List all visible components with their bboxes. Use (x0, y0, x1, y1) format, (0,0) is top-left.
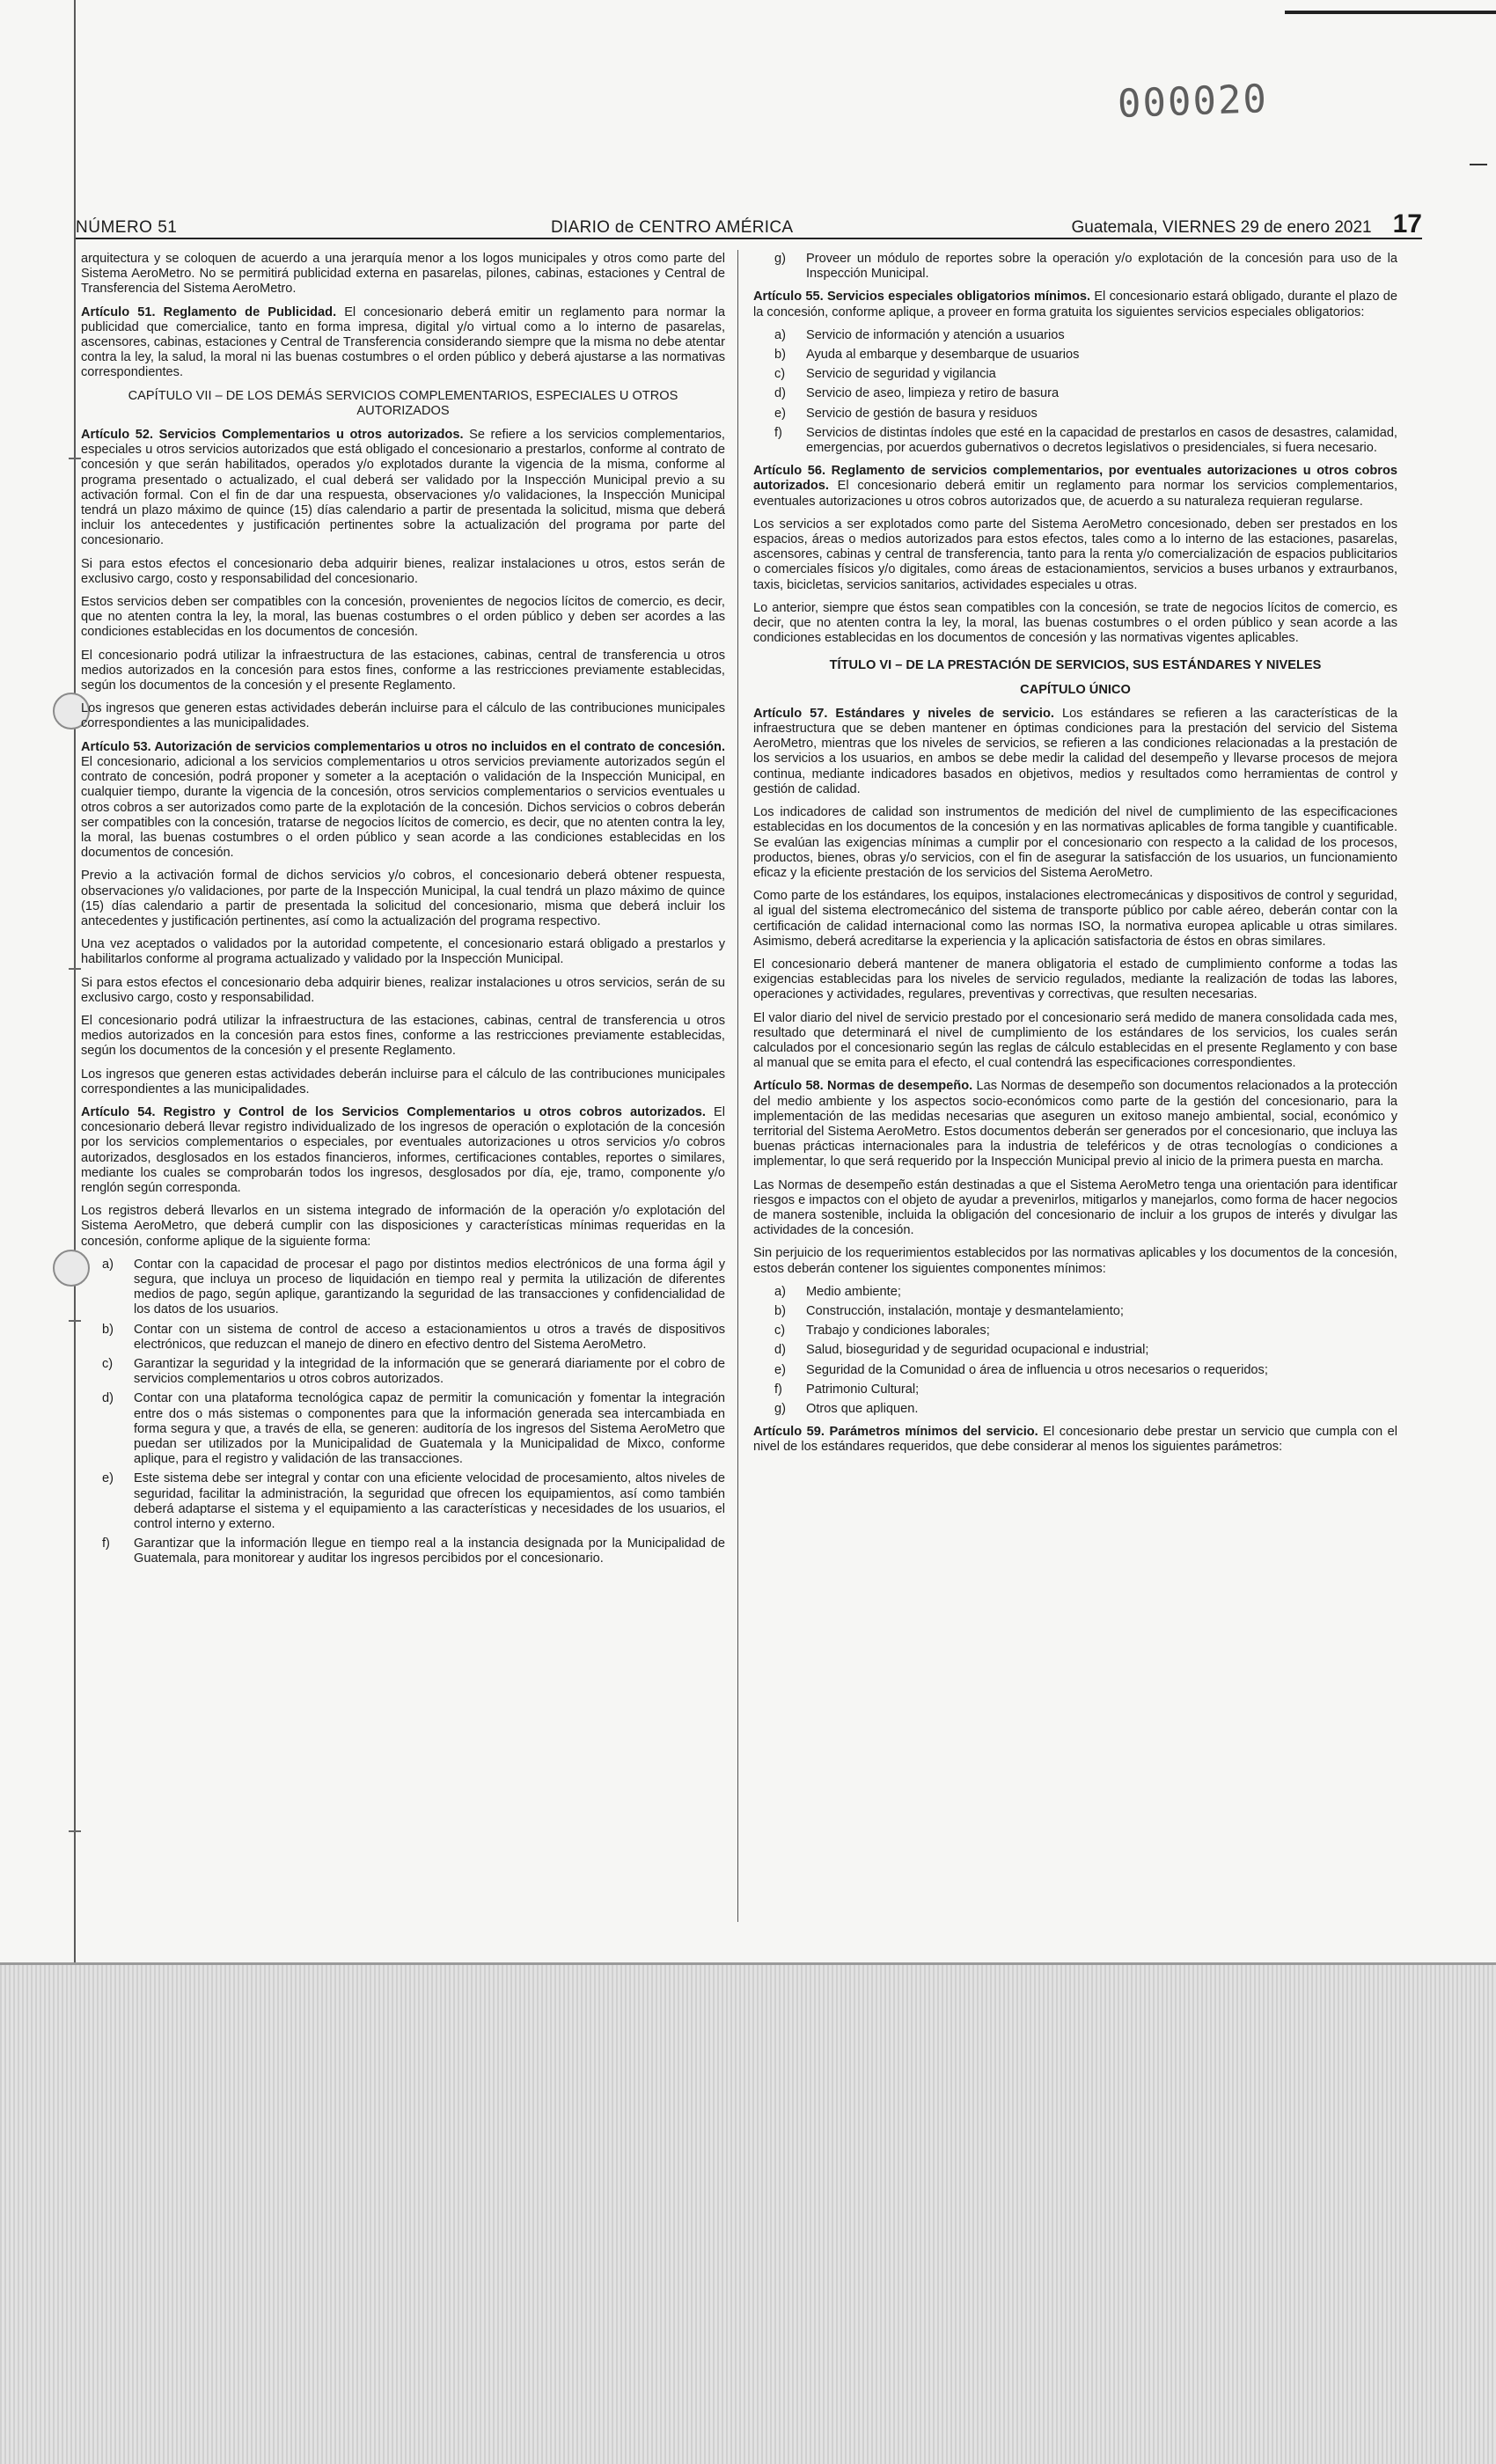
article-text: El concesionario deberá llevar registro individualizado de los ingresos de operación o explotación de la concesión por los servicios complementarios o especiales, por eventuales autorizaciones u otros servicios y/o cobros autorizados, desglosados en los estados financieros, informes, certificaciones contables, reportes o similares, mediante los cuales se comprobarán todos los ingresos, desglosados por día, eje, tramo, componente y/o renglón según corresponda. (81, 1104, 725, 1195)
paragraph: Si para estos efectos el concesionario deba adquirir bienes, realizar instalaciones u otros, estos serán de exclusivo cargo, costo y responsabilidad del concesionario. (81, 556, 725, 586)
article-title: Artículo 52. Servicios Complementarios u otros autorizados. (81, 428, 464, 443)
item-letter: c) (774, 367, 786, 382)
item-letter: g) (774, 252, 786, 266)
item-text: Servicio de seguridad y vigilancia (806, 367, 996, 382)
list-item (753, 1304, 1397, 1319)
item-letter: a) (774, 327, 786, 342)
item-letter: d) (774, 386, 786, 401)
item-letter: e) (774, 406, 786, 421)
item-letter: b) (774, 348, 786, 363)
item-text: Servicio de gestión de basura y residuos (806, 406, 1038, 421)
edge-dash (1470, 164, 1487, 165)
item-letter: a) (774, 1284, 786, 1299)
list-item (753, 328, 1397, 343)
binding-margin-line (74, 0, 76, 1962)
item-text: Proveer un módulo de reportes sobre la operación y/o explotación de la concesión para uso de la Inspección Municipal. (806, 252, 1397, 282)
item-text: Salud, bioseguridad y de seguridad ocupacional e industrial; (806, 1343, 1149, 1358)
paragraph: Si para estos efectos el concesionario deba adquirir bienes, realizar instalaciones u otros servicios, serán de su exclusivo cargo, costo y responsabilidad. (81, 975, 725, 1005)
article-text: Los estándares se refieren a las características de la infraestructura que se deben mantener en óptimas condiciones para la prestación del servicio del Sistema AeroMetro, mientras que los niveles de servicios, se refieren a las condiciones relacionadas a la prestación de los servicios a los usuarios, en ambos se debe medir la calidad del desempeño y llevarse procesos de mejora continua, mediante indicadores basados en objetivos, medios y resultados como herramientas de control y gestión de calidad. (753, 706, 1397, 796)
item-text: Garantizar que la información llegue en tiempo real a la instancia designada por la Municipalidad de Guatemala, para monitorear y auditar los ingresos percibidos por el concesionario. (134, 1536, 725, 1566)
article-title: Artículo 58. Normas de desempeño. (753, 1079, 973, 1094)
item-letter: e) (102, 1471, 114, 1486)
item-letter: c) (102, 1357, 114, 1371)
article-title: Artículo 57. Estándares y niveles de servicio. (753, 706, 1054, 721)
article-title: Artículo 55. Servicios especiales obligatorios mínimos. (753, 290, 1091, 304)
article-title: Artículo 53. Autorización de servicios complementarios u otros no incluidos en el contrato de concesión. (81, 739, 725, 754)
article-53 (81, 740, 725, 862)
list-item (753, 1402, 1397, 1417)
list-item (753, 407, 1397, 422)
list-item (753, 367, 1397, 382)
item-text: Ayuda al embarque y desembarque de usuarios (806, 348, 1080, 363)
article-51 (81, 305, 725, 381)
item-text: Servicio de información y atención a usuarios (806, 327, 1065, 342)
article-text: El concesionario deberá emitir un reglamento para normar la publicidad que comercialice, tanto en forma impresa, digital y/o virtual como a lo interno de pasarelas, ascensores, cabinas, estaciones y Central de Transferencia considerando siempre que la misma no debe atentar contra la ley, la salud, la moral ni las buenas costumbres o el orden público y deberá ajustarse a las normativas correspondientes. (81, 304, 725, 380)
article-57 (753, 707, 1397, 797)
list-item (753, 386, 1397, 401)
top-edge-mark (1285, 11, 1496, 14)
list-item (753, 426, 1397, 456)
list-item (81, 1391, 725, 1467)
list-item (753, 1343, 1397, 1358)
title-heading: TÍTULO VI – DE LA PRESTACIÓN DE SERVICIOS, SUS ESTÁNDARES Y NIVELES (829, 658, 1322, 673)
paragraph: Los servicios a ser explotados como parte del Sistema AeroMetro concesionado, deben ser prestados en los espacios, áreas o medios autorizados para estos efectos, tales como a lo interno de las estaciones, pasarelas, ascensores, cabinas y central de transferencia, tanto para la renta y/o comercialización de espacios publicitarios o comerciales físicos y/o digitales, como áreas de estacionamientos, servicios a buses urbanos y extraurbanos, taxis, bicicletas, servicios sanitarios, actividades especiales u otras. (753, 517, 1397, 592)
scanner-background (0, 1962, 1496, 2464)
paragraph: Previo a la activación formal de dichos servicios y/o cobros, el concesionario deberá obtener respuesta, observaciones y/o validaciones, por parte de la Inspección Municipal, la cual tendrá un plazo máximo de quince (15) días calendario a partir de presentada la solicitud del concesionario, misma que deberá incluir los antecedentes y justificación pertinentes, así como la actualización del programa respectivo. (81, 869, 725, 928)
article-title: Artículo 59. Parámetros mínimos del servicio. (753, 1425, 1038, 1440)
paragraph: Estos servicios deben ser compatibles con la concesión, provenientes de negocios lícitos de comercio, es decir, que no atenten contra la ley, la moral, las buenas costumbres o el orden público y deben ser acordes a las condiciones establecidas en los documentos de concesión. (81, 595, 725, 640)
article-52 (81, 428, 725, 549)
newspaper-title: DIARIO de CENTRO AMÉRICA (551, 218, 794, 237)
page-header (76, 208, 1422, 239)
article-54 (81, 1105, 725, 1196)
requirements-list-continued (753, 252, 1397, 282)
article-58 (753, 1079, 1397, 1170)
list-item (753, 1363, 1397, 1378)
item-text: Servicio de aseo, limpieza y retiro de basura (806, 386, 1060, 401)
item-text: Trabajo y condiciones laborales; (806, 1324, 990, 1338)
list-item (753, 1382, 1397, 1397)
paragraph: Lo anterior, siempre que éstos sean compatibles con la concesión, se trate de negocios lícitos de comercio, es decir, que no atenten contra la ley, la moral, las buenas costumbres o el orden público y sean acorde a las condiciones establecidas en los documentos de concesión y las normativas vigentes aplicables. (753, 600, 1397, 646)
paragraph: Una vez aceptados o validados por la autoridad competente, el concesionario estará obligado a prestarlos y habilitarlos conforme al programa actualizado y validado por la Inspección Municipal. (81, 937, 725, 967)
paragraph: Sin perjuicio de los requerimientos establecidos por las normativas aplicables y los documentos de la concesión, estos deberán contener los siguientes componentes mínimos: (753, 1246, 1397, 1276)
item-text: Medio ambiente; (806, 1284, 901, 1299)
paragraph: El concesionario podrá utilizar la infraestructura de las estaciones, cabinas, central de transferencia u otros medios autorizados en la concesión para estos fines, conforme a las restricciones previamente establecidas, según los documentos de la concesión y el presente Reglamento. (81, 648, 725, 693)
article-text: El concesionario debe prestar un servicio que cumpla con el nivel de los estándares requeridos, que debe considerar al menos los siguientes parámetros: (753, 1425, 1397, 1455)
article-text: El concesionario deberá emitir un reglamento para normar los servicios complementarios, eventuales autorizaciones u otros cobros autorizados que, de acuerdo a su naturaleza requieran regularse. (753, 479, 1397, 509)
item-text: Contar con una plataforma tecnológica capaz de permitir la comunicación y fomentar la integración entre dos o más sistemas o componentes para que la información generada sea intercambiada en forma segura y que, a través de ella, se generen: auditoría de los ingresos del Sistema AeroMetro que puedan ser utilizados por la Municipalidad de Guatemala y la Municipalidad de Mixco, conforme aplique, para el registro y validación de las transacciones. (134, 1391, 725, 1467)
margin-tick (69, 1320, 81, 1322)
margin-tick (69, 968, 81, 970)
article-text: Las Normas de desempeño son documentos relacionados a la protección del medio ambiente y los aspectos socio-económicos como parte de la gestión del concesionario, para la implementación de las medidas necesarias que aseguren un exitoso manejo ambiental, social, económico y territorial del Sistema AeroMetro. Estos documentos deberán ser generados por el concesionario, que incluya las buenas prácticas internacionales para la industria de teleféricos y de otras tecnologías o condiciones a implementar, lo que será requerido por la Inspección Municipal previo al inicio de la primera puesta en marcha. (753, 1079, 1397, 1170)
article-56 (753, 464, 1397, 510)
list-item (753, 252, 1397, 282)
requirements-list (81, 1258, 725, 1567)
list-item (81, 1323, 725, 1353)
article-title: Artículo 56. Reglamento de servicios complementarios, por eventuales autorizaciones u otros cobros autorizados. (753, 464, 1397, 494)
paragraph: El valor diario del nivel de servicio prestado por el concesionario será medido de manera consolidada cada mes, resultado que determinará el nivel de cumplimiento de los estándares de los servicios, los cuales serán calculados por el concesionario según las reglas de cálculo establecidas en el presente Reglamento y con base al manual que se emita para el efecto, el cual contendrá las especificaciones correspondientes. (753, 1010, 1397, 1071)
article-text: El concesionario estará obligado, durante el plazo de la concesión, conforme aplique, a proveer en forma gratuita los siguientes servicios especiales obligatorios: (753, 290, 1397, 319)
item-letter: f) (774, 425, 782, 440)
list-item (753, 1285, 1397, 1300)
chapter-heading: CAPÍTULO ÚNICO (1020, 682, 1131, 697)
item-letter: c) (774, 1324, 786, 1338)
item-text: Construcción, instalación, montaje y desmantelamiento; (806, 1303, 1124, 1318)
item-text: Otros que apliquen. (806, 1402, 919, 1416)
article-text: El concesionario, adicional a los servicios complementarios u otros servicios previamente autorizados según el contrato de concesión, podrá proponer y someter a la aceptación o validación de la Inspección Municipal, en cualquier tiempo, durante la vigencia de la concesión, otros servicios complementarios o servicios eventuales u otros cobros a ser autorizados como parte de la explotación de la concesión. Dichos servicios o cobros deberán ser compatibles con la concesión, tratarse de negocios lícitos de comercio, es decir, que no atenten contra la ley, la moral, las buenas costumbres o el orden público y sean acorde a las condiciones establecidas en los documentos de concesión. (81, 754, 725, 861)
left-column (81, 252, 725, 1575)
performance-components-list (753, 1285, 1397, 1417)
item-letter: e) (774, 1362, 786, 1377)
list-item (81, 1471, 725, 1532)
issue-date: Guatemala, VIERNES 29 de enero 2021 (1071, 218, 1372, 237)
list-item (81, 1357, 725, 1387)
chapter-heading: CAPÍTULO VII – DE LOS DEMÁS SERVICIOS COMPLEMENTARIOS, ESPECIALES U OTROS AUTORIZADOS (128, 388, 678, 418)
item-text: Este sistema debe ser integral y contar con una eficiente velocidad de procesamiento, altos niveles de seguridad, facilitar la administración, la seguridad que ofrecen los equipamientos, así como también deberá adaptarse el sistema y el equipamiento a las características y necesidades de los usuarios, el control interno y externo. (134, 1471, 725, 1532)
list-item (81, 1536, 725, 1566)
paragraph: Los ingresos que generen estas actividades deberán incluirse para el cálculo de las contribuciones municipales correspondientes a las municipalidades. (81, 1067, 725, 1096)
article-59 (753, 1425, 1397, 1455)
paragraph: Los registros deberá llevarlos en un sistema integrado de información de la operación y/o explotación del Sistema AeroMetro, que deberá cumplir con las disposiciones y características mínimas requeridas en la concesión, conforme aplique de la siguiente forma: (81, 1204, 725, 1249)
page-number: 17 (1392, 209, 1422, 238)
article-55 (753, 290, 1397, 319)
article-title: Artículo 54. Registro y Control de los Servicios Complementarios u otros cobros autorizados. (81, 1104, 706, 1119)
paragraph: Las Normas de desempeño están destinadas a que el Sistema AeroMetro tenga una orientación para identificar riesgos e impactos con el objeto de ayudar a prevenirlos, mitigarlos y manejarlos, como forma de hacer negocios de manera sostenible, incluida la obligación del concesionario de incluir a los grupos de interés y divulgar las actividades de la concesión. (753, 1177, 1397, 1238)
column-divider (737, 250, 738, 1922)
margin-tick (69, 458, 81, 459)
folio-stamp: 000020 (1117, 77, 1269, 127)
item-text: Garantizar la seguridad y la integridad de la información que se generará diariamente por el cobro de servicios complementarios u otros cobros autorizados. (134, 1357, 725, 1387)
special-services-list (753, 328, 1397, 456)
item-text: Contar con un sistema de control de acceso a estacionamientos u otros a través de dispositivos electrónicos, que reduzcan el manejo de dinero en efectivo dentro del Sistema AeroMetro. (134, 1322, 725, 1352)
item-letter: f) (774, 1382, 782, 1397)
item-text: Contar con la capacidad de procesar el pago por distintos medios electrónicos de una forma ágil y segura, que incluya un proceso de liquidación en tiempo real y permita la utilización de diferentes medios de pago, según aplique, garantizando la seguridad de las transacciones y confidencialidad de los datos de los usuarios. (134, 1257, 725, 1317)
margin-tick (69, 1830, 81, 1832)
paragraph: Como parte de los estándares, los equipos, instalaciones electromecánicas y dispositivos de control y seguridad, al igual del sistema electromecánico del sistema de transporte público por cable aéreo, deberán contar con la certificación de calidad internacional como las normas ISO, la normativa europea aplicable u otras similares. Asimismo, deberá acreditarse la experiencia y la aplicación satisfactoria de éstos en obras similares. (753, 889, 1397, 949)
item-text: Seguridad de la Comunidad o área de influencia u otros necesarios o requeridos; (806, 1362, 1268, 1377)
article-title: Artículo 51. Reglamento de Publicidad. (81, 304, 337, 319)
paragraph: El concesionario deberá mantener de manera obligatoria el estado de cumplimiento conforme a todas las exigencias establecidas para los niveles de servicio regulados, mediante la realización de todas las labores, operaciones y actividades, regulares, preventivas y correctivas, que resulten necesarias. (753, 957, 1397, 1002)
list-item (753, 1324, 1397, 1338)
right-column (753, 252, 1397, 1463)
item-letter: a) (102, 1257, 114, 1272)
item-letter: b) (774, 1303, 786, 1318)
item-text: Patrimonio Cultural; (806, 1382, 920, 1397)
list-item (81, 1258, 725, 1318)
item-letter: g) (774, 1402, 786, 1416)
list-item (753, 348, 1397, 363)
article-text: Se refiere a los servicios complementarios, especiales u otros servicios autorizados que está obligado el concesionario a prestarlos, conforme al contrato de concesión y que serán habilitados, operados y/o explotados durante la vigencia de la misma, conforme al programa presentado o actualizado, el cual deberá ser validado por la Inspección Municipal previo a su activación formal. Con el fin de dar una respuesta, observaciones y/o validaciones, la Inspección Municipal tendrá un plazo máximo de quince (15) días calendario a partir de presentada la solicitud, misma que deberá incluir los antecedentes y justificación pertinentes sobre la actualización del programa por parte del concesionario. (81, 428, 725, 548)
item-letter: d) (774, 1343, 786, 1358)
paragraph: El concesionario podrá utilizar la infraestructura de las estaciones, cabinas, central de transferencia u otros medios autorizados en la concesión para estos fines, conforme a las restricciones previamente establecidas, según los documentos de la concesión y el presente Reglamento. (81, 1013, 725, 1059)
item-letter: f) (102, 1536, 110, 1551)
item-text: Servicios de distintas índoles que esté en la capacidad de prestarlos en casos de desastres, calamidad, emergencias, por acuerdos gubernativos o decretos legislativos o presidenciales, si fuera necesario. (806, 425, 1397, 456)
item-letter: d) (102, 1391, 114, 1406)
item-letter: b) (102, 1322, 114, 1337)
paragraph: Los ingresos que generen estas actividades deberán incluirse para el cálculo de las contribuciones municipales correspondientes a las municipalidades. (81, 701, 725, 731)
paragraph: Los indicadores de calidad son instrumentos de medición del nivel de cumplimiento de las especificaciones establecidas en los documentos de la concesión y en las normativas aplicables de forma tangible y cuantificable. Se evalúan las exigencias mínimas a cumplir por el concesionario con respecto a la calidad de los procesos, productos, bienes, obras y/o servicios, con el fin de asegurar la satisfacción de los usuarios, un funcionamiento eficaz y la eficiente prestación de los servicios del Sistema AeroMetro. (753, 805, 1397, 880)
paragraph: arquitectura y se coloquen de acuerdo a una jerarquía menor a los logos municipales y otros como parte del Sistema AeroMetro. No se permitirá publicidad externa en pasarelas, pilones, cabinas, estaciones y Central de Transferencia del Sistema AeroMetro. (81, 252, 725, 297)
issue-number: NÚMERO 51 (76, 218, 178, 237)
